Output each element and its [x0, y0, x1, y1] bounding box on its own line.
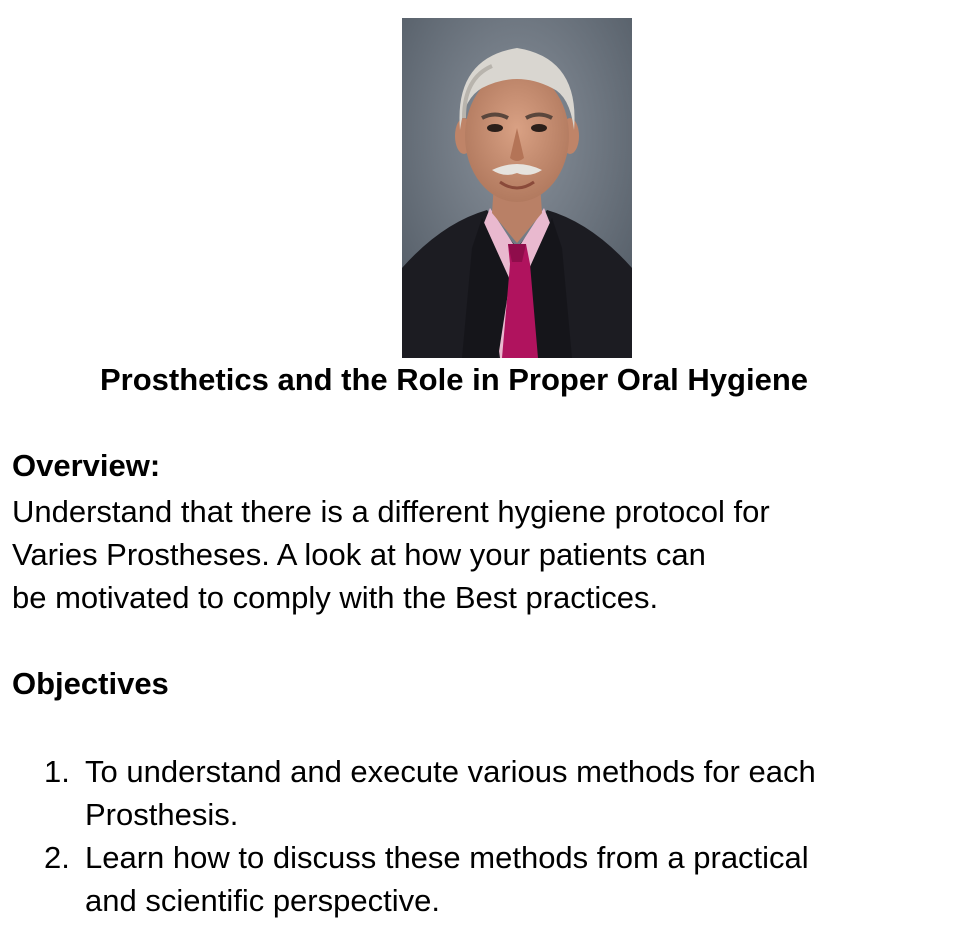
page-title: Prosthetics and the Role in Proper Oral Hygiene [100, 362, 809, 397]
list-item [44, 836, 949, 922]
list-item-number: 1. [44, 754, 70, 789]
list-item-text: Learn how to discuss these methods from a practical [85, 840, 809, 875]
list-item-text: Prosthesis. [85, 797, 239, 832]
person-image-icon [402, 18, 632, 358]
list-item-text: and scientific perspective. [85, 883, 440, 918]
objectives-list [44, 750, 949, 922]
list-item [44, 750, 949, 836]
overview-text [12, 490, 942, 619]
overview-line: Understand that there is a different hygiene protocol for [12, 494, 770, 529]
overview-heading: Overview: [12, 448, 161, 483]
overview-line: be motivated to comply with the Best practices. [12, 580, 659, 615]
portrait-photo [402, 18, 632, 358]
list-item-text: To understand and execute various methods for each [85, 754, 816, 789]
objectives-heading: Objectives [12, 666, 169, 701]
list-item-number: 2. [44, 840, 70, 875]
overview-line: Varies Prostheses. A look at how your patients can [12, 537, 706, 572]
